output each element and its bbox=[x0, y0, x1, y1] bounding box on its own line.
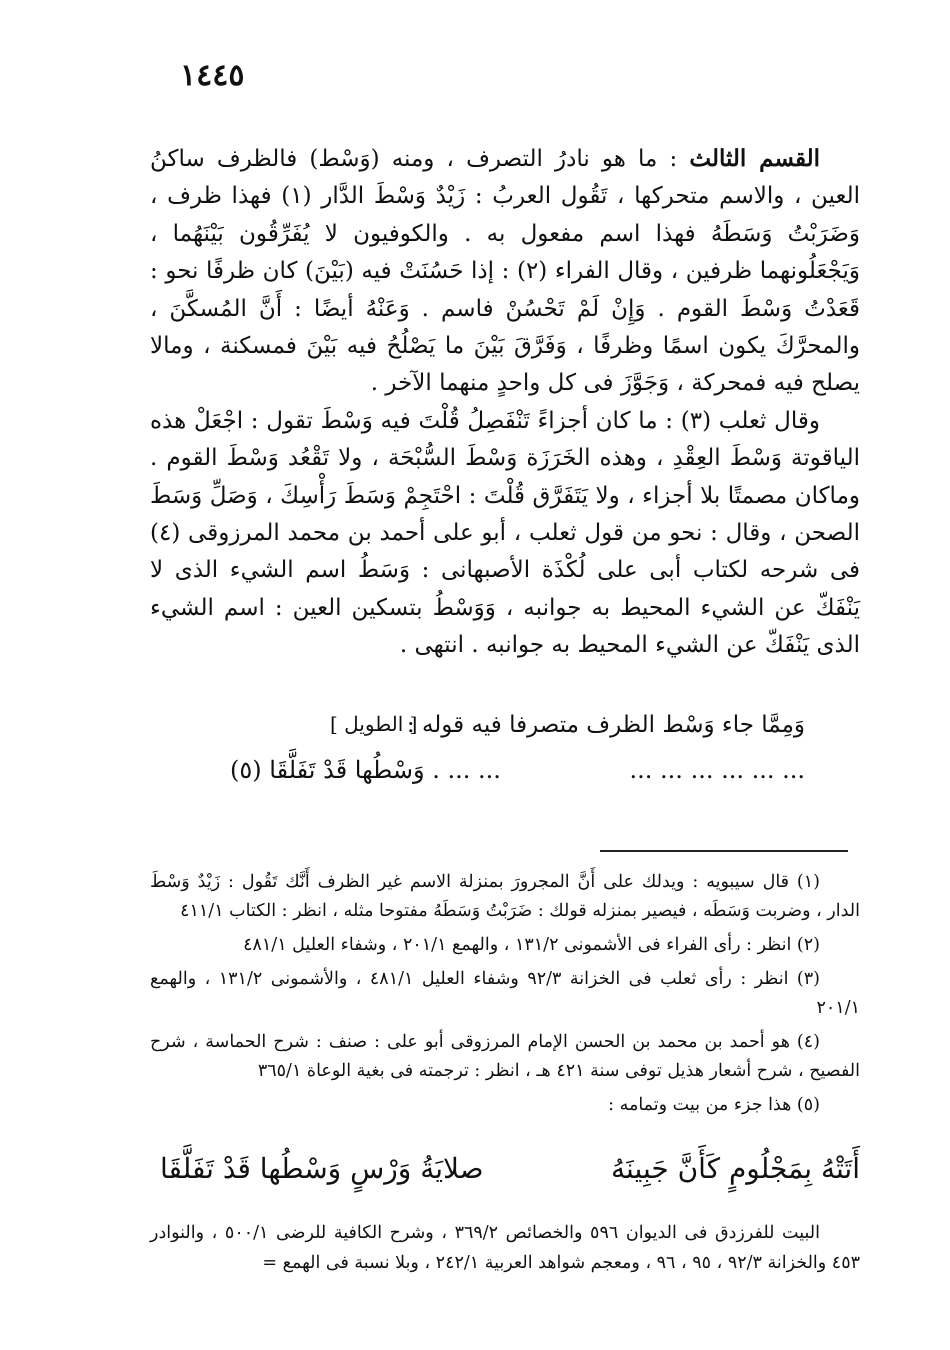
first-hemistich: أَتَتْهُ بِمَجْلُومٍ كَأَنَّ جَبِينَهُ bbox=[611, 1152, 860, 1185]
footnote-2: (٢) انظر : رأى الفراء فى الأشمونى ١٣١/٢ ، والهمع ٢٠١/١ ، وشفاء العليل ٤٨١/١ bbox=[243, 935, 820, 955]
verse-source-note bbox=[150, 1218, 860, 1278]
footnote-5: (٥) هذا جزء من بيت وتمامه : bbox=[608, 1095, 820, 1115]
source-note-text: البيت للفرزدق فى الديوان ٥٩٦ والخصائص ٣٦٩/٢ ، وشرح الكافية للرضى ٥٠٠/١ ، والنوادر ٤٥٣ والخزانة ٩٢/٣ ، ٩٥ ، ٩٦ ، ومعجم شواهد العربية ٢٤٢/١ ، وبلا نسبة فى الهمع = bbox=[150, 1223, 860, 1273]
second-hemistich: صلايَةُ وَرْسٍ وَسْطُها قَدْ تَفَلَّقَا bbox=[160, 1152, 484, 1185]
paragraph-text: وقال ثعلب (٣) : ما كان أجزاءً تَنْفَصِلُ قُلْتَ فيه وَسْطَ تقول : اجْعَلْ هذه الياقوتة وَسْطَ العِقْدِ ، وهذه الخَرَزَة وَسْطَ السُّبْحَة ، ولا تَقْعُد وَسْطَ القوم . وماكان مصمتًا بلا أجزاء ، ولا يَتَفَرَّق قُلْتَ : احْتَجِمْ وَسَطَ رَأْسِكَ ، وَصَلِّ وَسَطَ الصحن ، وقال : نحو من قول ثعلب ، أبو على أحمد بن محمد المرزوقى (٤) فى شرحه لكتاب أبى على لُكْذَة الأصبهانى : وَسَطُ اسم الشيء الذى لا يَنْفَكّ عن الشيء المحيط به جوانبه ، وَوَسْطُ بتسكين العين : اسم الشيء الذى يَنْفَكّ عن الشيء المحيط به جوانبه . انتهى . bbox=[150, 407, 860, 659]
verse-intro-text: وَمِمَّا جاء وَسْط الظرف متصرفا فيه قوله : bbox=[406, 712, 805, 738]
footnote-separator bbox=[600, 850, 848, 852]
verse-intro-line bbox=[150, 708, 805, 748]
verse-fragment-dots: ... ... ... ... ... ... bbox=[629, 756, 805, 784]
poetic-meter-label: [ الطويل ] bbox=[330, 712, 418, 736]
paragraph-text: : ما هو نادرُ التصرف ، ومنه (وَسْط) فالظرف ساكنُ العين ، والاسم متحركها ، تَقُول العربُ : زَيْدٌ وَسْطَ الدَّار (١) فهذا ظرف ، وَضَرَبْتُ وَسَطَهُ فهذا اسم مفعول به . والكوفيون لا يُفَرِّقُون بَيْنَهُما ، وَيَجْعَلُونهما ظرفين ، وقال الفراء (٢) : إذا حَسُنَتْ فيه (بَيْنَ) كان ظرفًا نحو : قَعَدْتُ وَسْطَ القوم . وَإِنْ لَمْ تَحْسُنْ فاسم . وَعَنْهُ أيضًا : أَنَّ المُسكَّنَ ، والمحرَّكَ يكون اسمًا وظرفًا ، وَفَرَّقَ بَيْنَ ما يَصْلُحُ فيه بَيْنَ فمسكنة ، ومالا يصلح فيه فمحركة ، وَجَوَّزَ فى كل واحدٍ منهما الآخر . bbox=[150, 146, 860, 397]
footnote-4: (٤) هو أحمد بن محمد بن الحسن الإمام المرزوقى أبو على : صنف : شرح الحماسة ، شرح الفصيح ، شرح أشعار هذيل توفى سنة ٤٢١ هـ ، انظر : ترجمته فى بغية الوعاة ٣٦٥/١ bbox=[150, 1032, 860, 1081]
footnote-1: (١) قال سيبويه : ويدلك على أَنَّ المجرورَ بمنزلة الاسم غير الظرف أَنَّك تَقُول : زَيْدٌ وَسْطَ الدار ، وضربت وَسَطَه ، فيصير بمنزله قولك : ضَرَبْتُ وَسَطَهُ مفتوحا مثله ، انظر : الكتاب ٤١١/١ bbox=[150, 872, 860, 921]
poetry-couplet bbox=[160, 1140, 860, 1200]
verse-fragment bbox=[150, 748, 805, 792]
paragraph-thalab bbox=[150, 403, 860, 665]
page-number: ١٤٤٥ bbox=[180, 58, 245, 93]
footnote-3: (٣) انظر : رأى ثعلب فى الخزانة ٩٢/٣ وشفاء العليل ٤٨١/١ ، والأشمونى ١٣١/٢ ، والهمع ٢٠١/١ bbox=[150, 969, 860, 1018]
section-heading: القسم الثالث bbox=[689, 145, 820, 172]
paragraph-third-section bbox=[150, 140, 860, 403]
main-text bbox=[150, 140, 860, 665]
footnotes bbox=[150, 868, 860, 1125]
verse-fragment-text: ... ... . وَسْطُها قَدْ تَفَلَّقَا (٥) bbox=[230, 756, 501, 784]
